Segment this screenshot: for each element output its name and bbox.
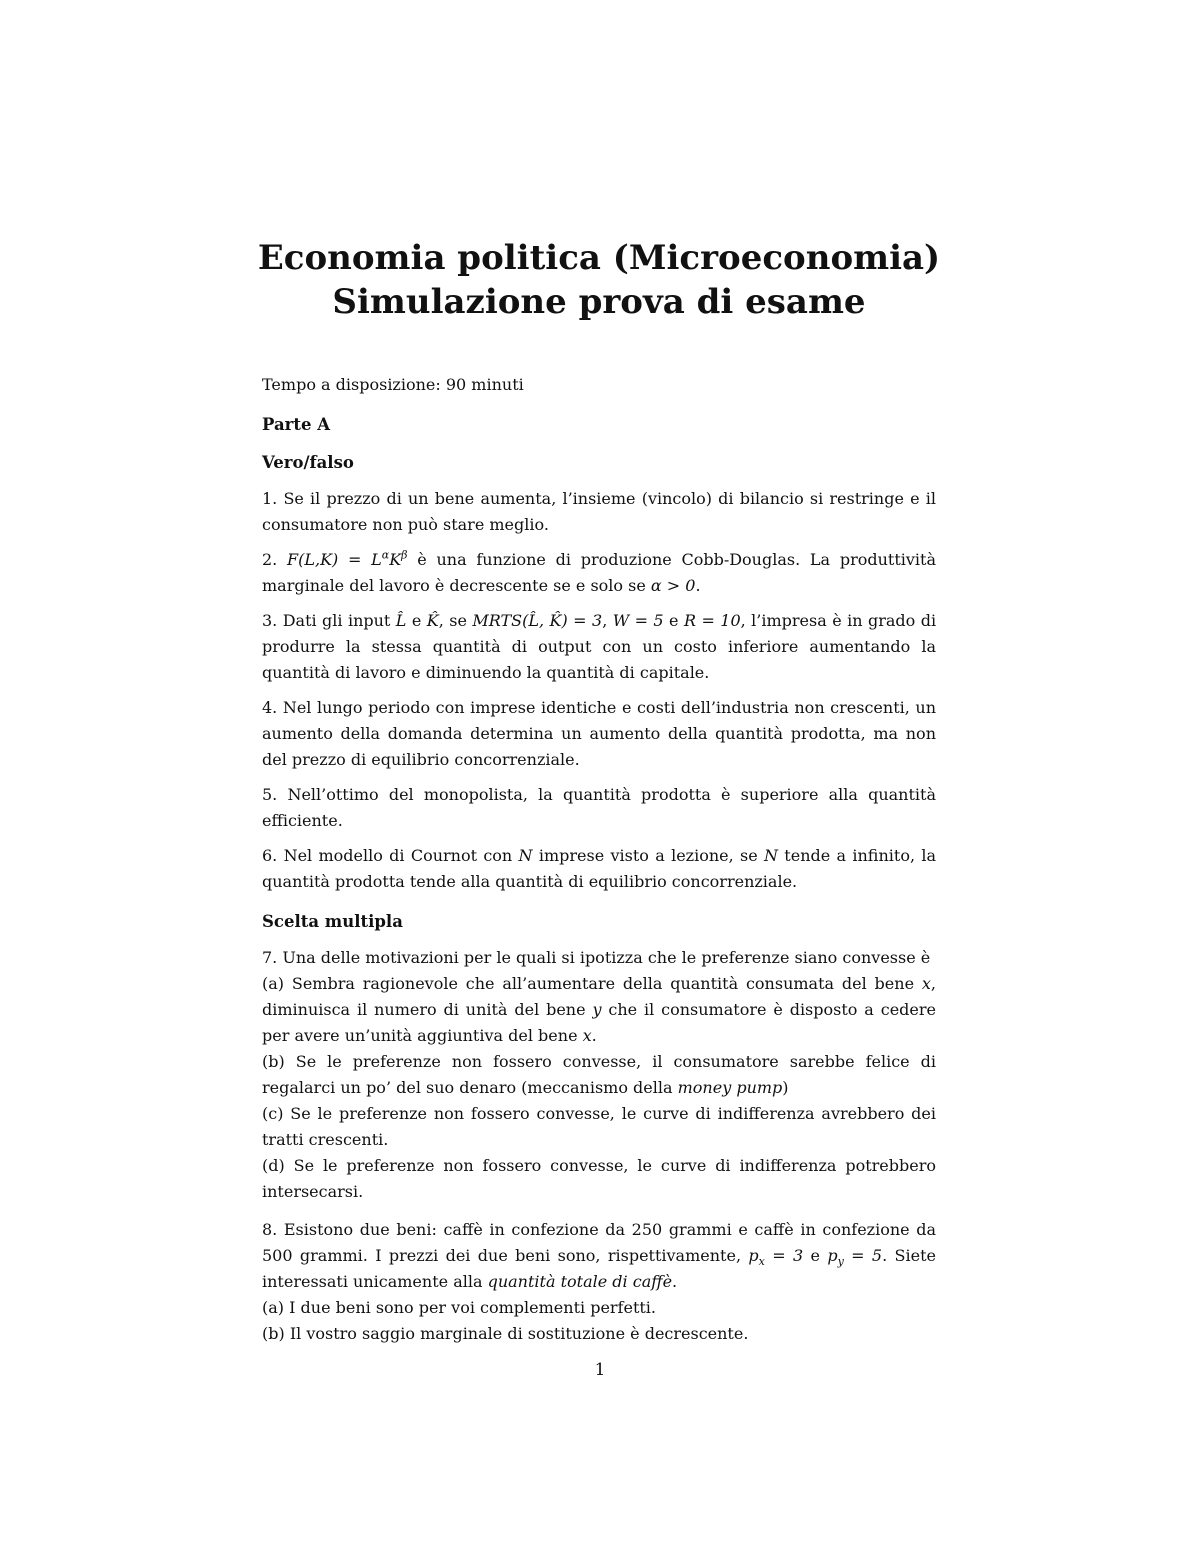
q8-option-a: (a) I due beni sono per voi complementi perfetti. [262, 1298, 657, 1317]
question-8 [262, 1217, 936, 1347]
q7-stem: 7. Una delle motivazioni per le quali si ipotizza che le preferenze siano convesse è [262, 948, 931, 967]
q3-and: e [406, 611, 427, 630]
q7-option-d: (d) Se le preferenze non fossero convesse, le curve di indifferenza potrebbero intersecarsi. [262, 1156, 936, 1201]
q7-a-period: . [591, 1026, 597, 1045]
q6-text-3: tende a infinito, la quantità prodotta tende alla quantità di equilibrio concorrenziale. [262, 846, 937, 891]
q3-mrts: MRTS(L̂, K̂) = 3 [472, 611, 603, 630]
q3-r: R = 10 [683, 611, 741, 630]
question-1: 1. Se il prezzo di un bene aumenta, l’insieme (vincolo) di bilancio si restringe e il consumatore non può stare meglio. [262, 489, 936, 534]
q8-option-b: (b) Il vostro saggio marginale di sostituzione è decrescente. [262, 1324, 749, 1343]
q7-a-x-2: x [582, 1026, 592, 1045]
q3-intro: 3. Dati gli input [262, 611, 396, 630]
q2-number: 2. [262, 550, 288, 569]
q7-b-text-1: (b) Se le preferenze non fossero convesse, il consumatore sarebbe felice di regalarci un po’ del suo denaro (meccanismo della [262, 1052, 936, 1097]
q8-period: . [672, 1272, 678, 1291]
q8-stem [262, 1217, 936, 1295]
q3-se: , se [438, 611, 473, 630]
q7-b-money-pump: money pump [677, 1078, 783, 1097]
time-note: Tempo a disposizione: 90 minuti [262, 375, 524, 394]
q3-sep: , [602, 611, 613, 630]
document-title [242, 236, 956, 324]
question-2 [262, 547, 936, 599]
page-content [257, 236, 941, 1347]
q3-and-2: e [663, 611, 684, 630]
q8-text-2: . Siete interessati unicamente alla [262, 1246, 936, 1291]
q8-px-sub: x [758, 1255, 765, 1269]
q7-a-text-3: che il consumatore è disposto a cedere per avere un’unità aggiuntiva del bene [262, 1000, 936, 1045]
q8-px: p [748, 1246, 759, 1265]
q7-option-a [262, 971, 936, 1049]
q3-w: W = 5 [612, 611, 664, 630]
q2-exp-beta: β [401, 548, 408, 562]
q2-text: è una funzione di produzione Cobb-Douglas. La produttività marginale del lavoro è decrescente se e solo se [262, 550, 937, 595]
multiple-choice-heading: Scelta multipla [262, 912, 403, 931]
q8-italic-phrase: quantità totale di caffè [487, 1272, 673, 1291]
part-a-heading: Parte A [262, 415, 331, 434]
q2-formula-k: K [389, 550, 402, 569]
true-false-heading: Vero/falso [262, 453, 354, 472]
q2-formula: F(L,K) = L [287, 550, 382, 569]
q2-exp-alpha: α [381, 548, 390, 562]
page-number: 1 [594, 1360, 606, 1380]
q6-text-1: 6. Nel modello di Cournot con [262, 846, 519, 865]
title-line-1: Economia politica (Microeconomia) [257, 238, 941, 278]
question-5: 5. Nell’ottimo del monopolista, la quantità prodotta è superiore alla quantità efficiente. [262, 785, 936, 830]
q7-option-b [262, 1049, 936, 1101]
q8-and: e [803, 1246, 828, 1265]
q2-condition: α > 0 [650, 576, 696, 595]
question-7 [262, 945, 936, 1205]
q3-k-hat: K̂ [426, 611, 439, 630]
q8-py-value: = 5 [843, 1246, 883, 1265]
question-6 [262, 843, 936, 895]
q7-option-c: (c) Se le preferenze non fossero convesse, le curve di indifferenza avrebbero dei tratti crescenti. [262, 1104, 936, 1149]
question-3 [262, 608, 936, 686]
q7-b-close: ) [782, 1078, 789, 1097]
title-line-2: Simulazione prova di esame [332, 282, 866, 322]
q6-n-2: N [764, 846, 778, 865]
q8-py: p [827, 1246, 838, 1265]
q7-a-y: y [592, 1000, 602, 1019]
q7-a-text-1: (a) Sembra ragionevole che all’aumentare della quantità consumata del bene [262, 974, 922, 993]
q6-text-2: imprese visto a lezione, se [532, 846, 764, 865]
q7-a-text-2: , diminuisca il numero di unità del bene [262, 974, 936, 1019]
q8-text-1: 8. Esistono due beni: caffè in confezione da 250 grammi e caffè in confezione da 500 grammi. I prezzi dei due beni sono, rispettivamente, [262, 1220, 936, 1265]
q3-l-hat: L̂ [395, 611, 407, 630]
q2-period: . [695, 576, 701, 595]
q7-a-x: x [921, 974, 931, 993]
question-4: 4. Nel lungo periodo con imprese identiche e costi dell’industria non crescenti, un aumento della domanda determina un aumento della quantità prodotta, ma non del prezzo di equilibrio concorrenziale. [262, 698, 936, 769]
q3-text: , l’impresa è in grado di produrre la stessa quantità di output con un costo inferiore aumentando la quantità di lavoro e diminuendo la quantità di capitale. [262, 611, 937, 682]
q8-px-value: = 3 [764, 1246, 804, 1265]
q8-py-sub: y [837, 1255, 844, 1269]
q6-n: N [518, 846, 533, 865]
